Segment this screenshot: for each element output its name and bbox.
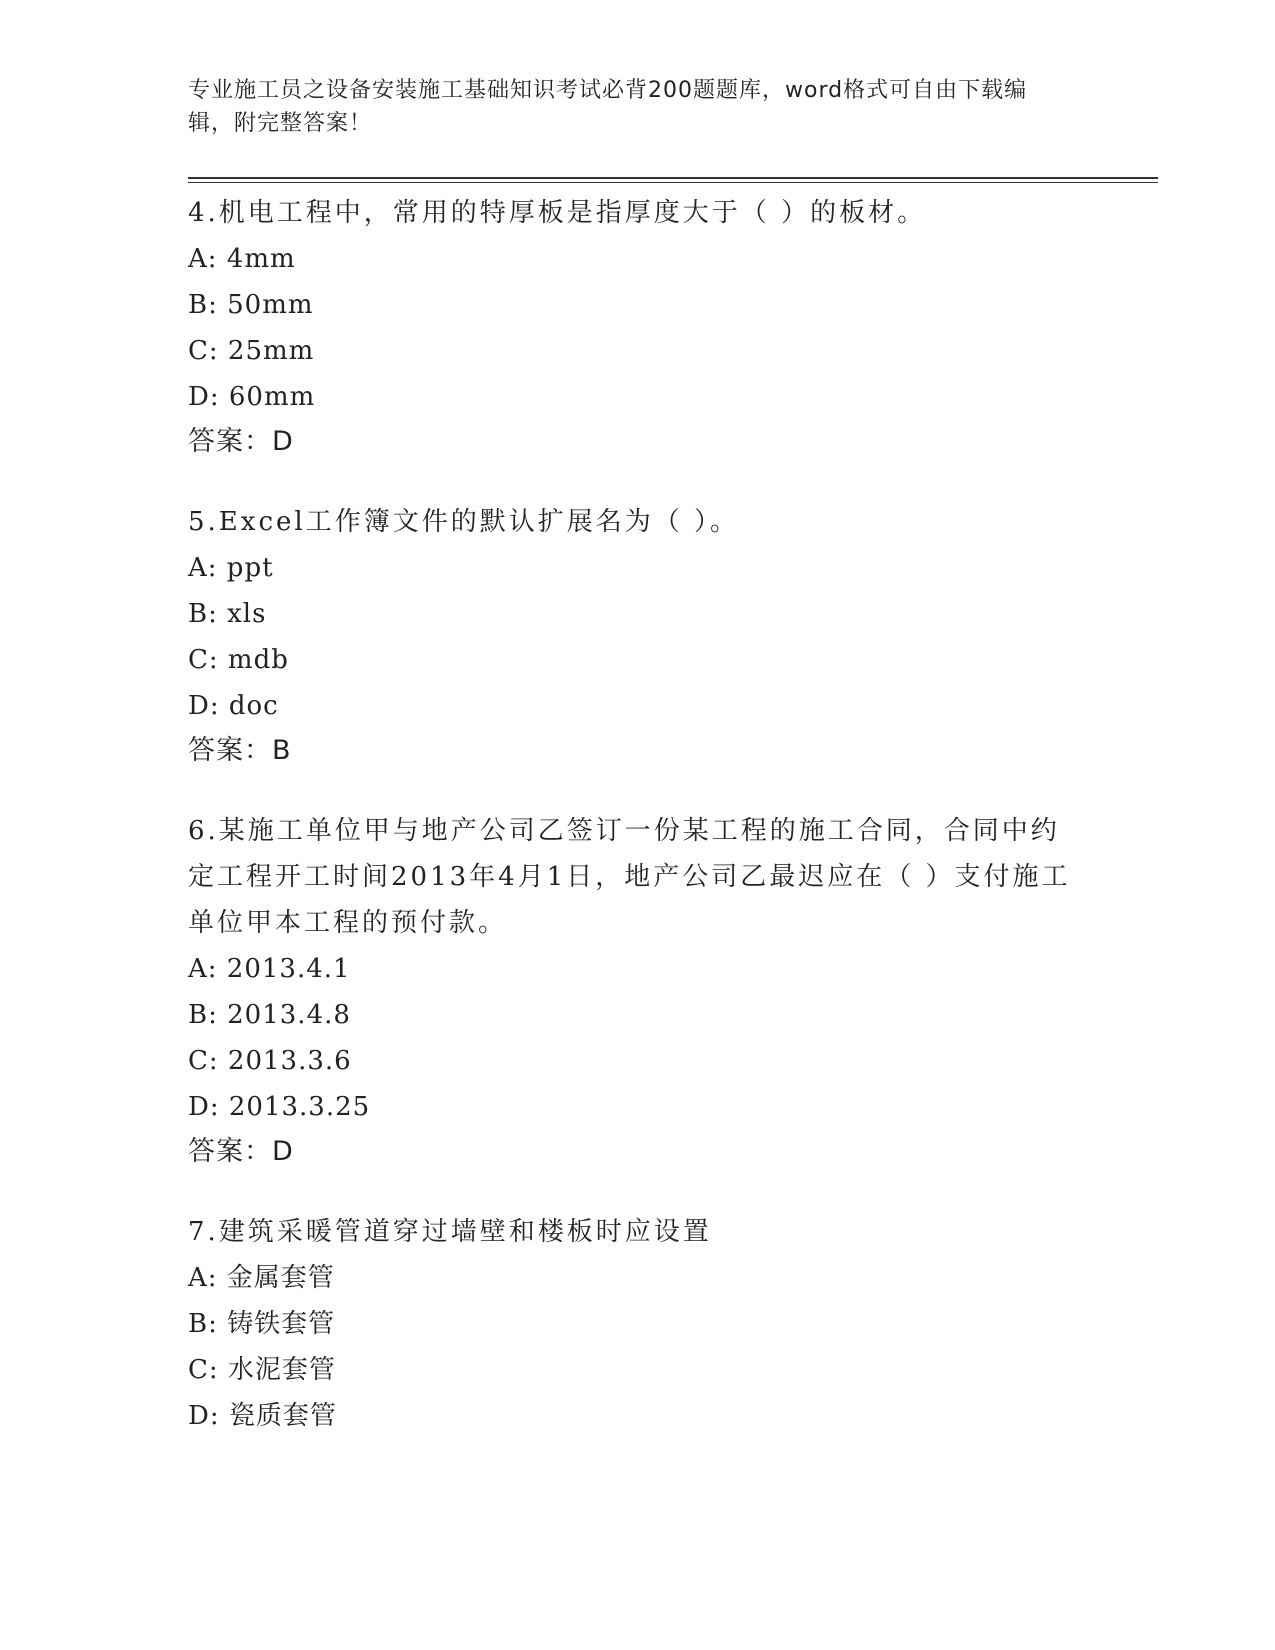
question-item xyxy=(188,499,1088,773)
option-c: C: 水泥套管 xyxy=(188,1355,336,1385)
option-c: C: mdb xyxy=(188,645,289,675)
option-d: D: 瓷质套管 xyxy=(188,1401,337,1431)
question-stem: 4.机电工程中，常用的特厚板是指厚度大于（ ）的板材。 xyxy=(188,198,927,228)
answer-line: 答案：D xyxy=(188,426,294,457)
question-stem: 7.建筑采暖管道穿过墙壁和楼板时应设置 xyxy=(188,1217,712,1247)
option-b: B: 2013.4.8 xyxy=(188,1000,351,1030)
option-a: A: 4mm xyxy=(188,244,296,274)
option-c: C: 25mm xyxy=(188,336,315,366)
question-stem: 6.某施工单位甲与地产公司乙签订一份某工程的施工合同，合同中约定工程开工时间2013年4月1日，地产公司乙最迟应在（ ）支付施工单位甲本工程的预付款。 xyxy=(188,816,1071,938)
question-stem: 5.Excel工作簿文件的默认扩展名为（ ）。 xyxy=(188,507,739,537)
option-d: D: doc xyxy=(188,691,279,721)
option-b: B: 铸铁套管 xyxy=(188,1309,336,1339)
option-a: A: 2013.4.1 xyxy=(188,954,351,984)
option-a: A: ppt xyxy=(188,553,274,583)
question-item xyxy=(188,808,1088,1174)
option-a: A: 金属套管 xyxy=(188,1263,335,1293)
question-item xyxy=(188,1209,1088,1439)
header-divider xyxy=(188,177,1158,183)
option-d: D: 2013.3.25 xyxy=(188,1092,371,1122)
option-b: B: xls xyxy=(188,599,267,629)
document-header: 专业施工员之设备安装施工基础知识考试必背200题题库，word格式可自由下载编辑，附完整答案！ xyxy=(188,78,1028,136)
question-item xyxy=(188,190,1088,464)
option-d: D: 60mm xyxy=(188,382,316,412)
question-list xyxy=(188,190,1088,1474)
answer-line: 答案：B xyxy=(188,735,292,766)
option-b: B: 50mm xyxy=(188,290,314,320)
option-c: C: 2013.3.6 xyxy=(188,1046,352,1076)
answer-line: 答案：D xyxy=(188,1136,294,1167)
